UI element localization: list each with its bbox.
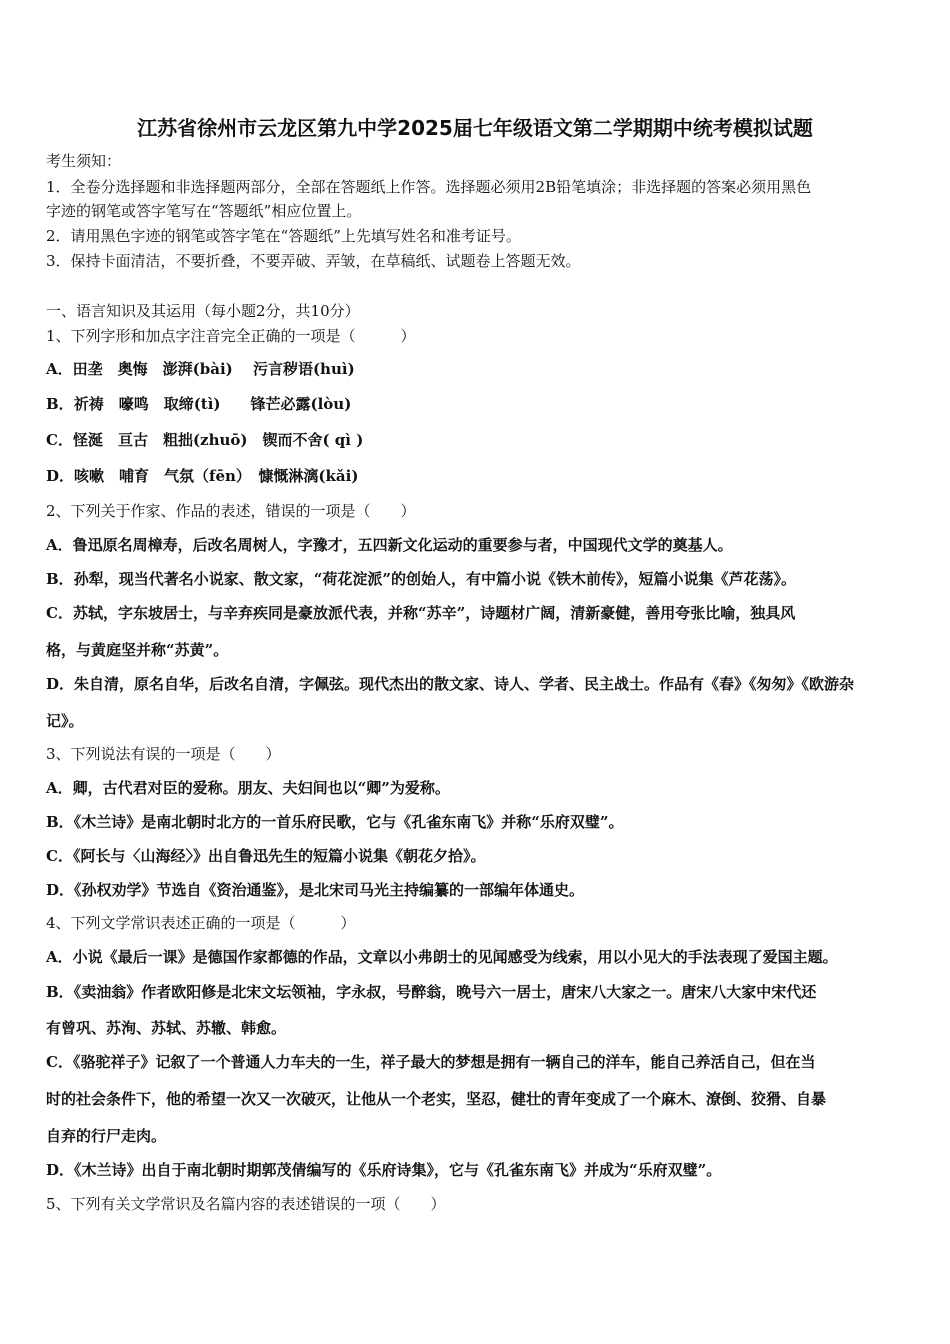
notice-line: 字迹的钢笔或答字笔写在“答题纸”相应位置上。 [46, 202, 362, 220]
option-label: C． [46, 847, 73, 865]
option-text: 孙犁，现当代著名小说家、散文家，“荷花淀派”的创始人，有中篇小说《铁木前传》，短篇小说集《芦花荡》。 [73, 570, 796, 588]
option-text: 咳嗽 哺育 气氛（fēn） 慷慨淋漓(kǎi) [74, 467, 359, 485]
q2-option-b[interactable] [46, 569, 796, 589]
option-label: C． [46, 431, 73, 449]
option-text: 苏轼，字东坡居士，与辛弃疾同是豪放派代表，并称“苏辛”，诗题材广阔，清新豪健，善用夸张比喻，独具风 [72, 604, 796, 622]
option-label: D． [46, 467, 75, 485]
q3-option-d[interactable] [46, 880, 584, 900]
option-text: 《骆驼祥子》记叙了一个普通人力车夫的一生，祥子最大的梦想是拥有一辆自己的洋车，能自己养活自己，但在当 [72, 1053, 816, 1071]
q4-option-c[interactable] [46, 1052, 815, 1072]
option-label: D． [46, 1161, 75, 1179]
question-1-stem: 1、下列字形和加点字注音完全正确的一项是（ ） [46, 327, 416, 345]
q2-option-c[interactable] [46, 603, 795, 623]
q3-option-a[interactable] [46, 778, 450, 798]
q1-option-b[interactable] [46, 394, 351, 414]
option-text: 小说《最后一课》是德国作家都德的作品，文章以小弗朗士的见闻感受为线索，用以小见大的手法表现了爱国主题。 [72, 948, 838, 966]
q1-option-a[interactable] [46, 359, 355, 379]
option-text: 朱自清，原名自华，后改名自清，字佩弦。现代杰出的散文家、诗人、学者、民主战士。作品有《春》《匆匆》《欧游杂 [74, 675, 855, 693]
question-4-stem: 4、下列文学常识表述正确的一项是（ ） [46, 914, 356, 932]
option-label: C． [46, 604, 73, 622]
option-text: 祈祷 嚎鸣 取缔(tì) 锋芒必露(lòu) [73, 395, 352, 413]
option-label: B． [46, 983, 74, 1001]
q4-option-b[interactable] [46, 982, 816, 1002]
q3-option-b[interactable] [46, 812, 623, 832]
q2-option-d[interactable] [46, 674, 854, 694]
option-label: C． [46, 1053, 73, 1071]
question-3-stem: 3、下列说法有误的一项是（ ） [46, 745, 281, 763]
option-label: B． [46, 570, 74, 588]
option-text: 《卖油翁》作者欧阳修是北宋文坛领袖，字永叔，号醉翁，晚号六一居士，唐宋八大家之一。唐宋八大家中宋代还 [73, 983, 817, 1001]
q4-option-b-cont: 有曾巩、苏洵、苏轼、苏辙、韩愈。 [46, 1019, 287, 1037]
section-heading: 一、语言知识及其运用（每小题2分，共10分） [46, 302, 360, 320]
option-label: B． [46, 395, 74, 413]
option-label: A． [46, 360, 73, 378]
q1-option-c[interactable] [46, 430, 363, 450]
q2-option-a[interactable] [46, 535, 733, 555]
q3-option-c[interactable] [46, 846, 485, 866]
question-5-stem: 5、下列有关文学常识及名篇内容的表述错误的一项（ ） [46, 1195, 446, 1213]
option-text: 田垄 奥悔 澎湃(bài) 污言秽语(huì) [72, 360, 355, 378]
q1-option-d[interactable] [46, 466, 358, 486]
option-label: A． [46, 779, 73, 797]
option-label: D． [46, 675, 75, 693]
option-text: 《孙权劝学》节选自《资治通鉴》，是北宋司马光主持编纂的一部编年体通史。 [74, 881, 585, 899]
q2-option-c-cont: 格，与黄庭坚并称“苏黄”。 [46, 641, 229, 659]
option-label: A． [46, 536, 73, 554]
notice-line: 3．保持卡面清洁，不要折叠，不要弄破、弄皱，在草稿纸、试题卷上答题无效。 [46, 252, 581, 270]
q4-option-c-cont: 时的社会条件下，他的希望一次又一次破灭，让他从一个老实，坚忍，健壮的青年变成了一个麻木、潦倒、狡猾、自暴 [46, 1090, 827, 1108]
notice-heading: 考生须知： [46, 152, 122, 170]
option-text: 卿，古代君对臣的爱称。朋友、夫妇间也以“卿”为爱称。 [72, 779, 450, 797]
question-2-stem: 2、下列关于作家、作品的表述，错误的一项是（ ） [46, 502, 416, 520]
notice-line: 2．请用黑色字迹的钢笔或答字笔在“答题纸”上先填写姓名和准考证号。 [46, 227, 521, 245]
option-text: 《木兰诗》是南北朝时北方的一首乐府民歌，它与《孔雀东南飞》并称“乐府双璧”。 [73, 813, 624, 831]
q4-option-c-cont: 自弃的行尸走肉。 [46, 1127, 167, 1145]
option-label: D． [46, 881, 75, 899]
notice-line: 1．全卷分选择题和非选择题两部分，全部在答题纸上作答。选择题必须用2B铅笔填涂；非选择题的答案必须用黑色 [46, 178, 812, 196]
page-title: 江苏省徐州市云龙区第九中学2025届七年级语文第二学期期中统考模拟试题 [137, 116, 813, 140]
option-text: 《阿长与〈山海经〉》出自鲁迅先生的短篇小说集《朝花夕拾》。 [72, 847, 486, 865]
option-label: B． [46, 813, 74, 831]
q2-option-d-cont: 记》。 [46, 712, 84, 730]
option-text: 鲁迅原名周樟寿，后改名周树人，字豫才，五四新文化运动的重要参与者，中国现代文学的奠基人。 [72, 536, 733, 554]
q4-option-a[interactable] [46, 947, 838, 967]
option-text: 怪涎 亘古 粗拙(zhuō) 锲而不舍( qì ) [72, 431, 364, 449]
q4-option-d[interactable] [46, 1160, 721, 1180]
option-text: 《木兰诗》出自于南北朝时期郭茂倩编写的《乐府诗集》，它与《孔雀东南飞》并成为“乐府双璧”。 [74, 1161, 722, 1179]
option-label: A． [46, 948, 73, 966]
